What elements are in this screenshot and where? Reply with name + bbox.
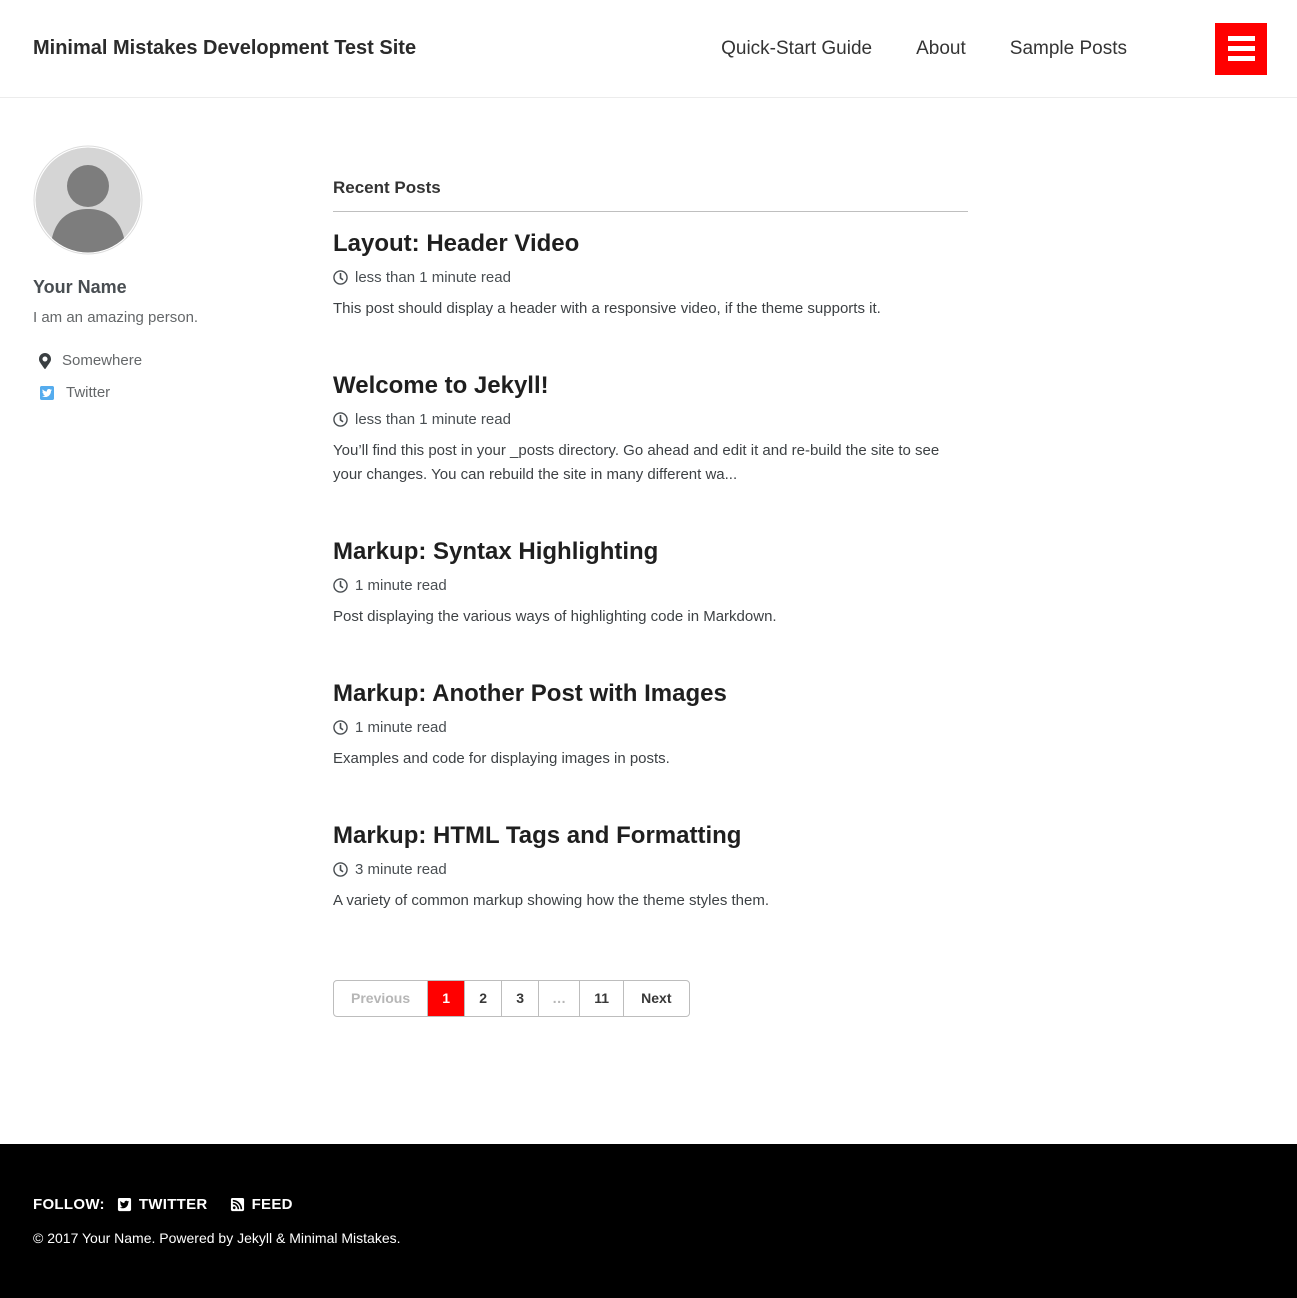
author-twitter-link[interactable] [39, 384, 110, 401]
masthead-nav [721, 23, 1267, 75]
post-item [333, 538, 968, 629]
post-item [333, 372, 968, 487]
nav-link-quick-start-guide[interactable]: Quick-Start Guide [721, 37, 873, 59]
post-read-time: 1 minute read [355, 577, 447, 594]
clock-icon [333, 412, 348, 427]
post-read-time: 1 minute read [355, 719, 447, 736]
author-bio: I am an amazing person. [33, 309, 199, 326]
author-sidebar [33, 98, 333, 1144]
twitter-icon [39, 385, 55, 401]
post-item [333, 680, 968, 771]
footer-twitter-label: TWITTER [138, 1196, 208, 1213]
recent-posts-heading: Recent Posts [333, 178, 968, 212]
copyright [33, 1230, 1264, 1246]
nav-link-about[interactable]: About [916, 37, 966, 59]
post-excerpt: A variety of common markup showing how the theme styles them. [333, 892, 770, 909]
clock-icon [333, 578, 348, 593]
pagination [333, 980, 690, 1017]
post-item [333, 230, 968, 321]
clock-icon [333, 862, 348, 877]
post-excerpt: You’ll find this post in your _posts directory. Go ahead and edit it and re-build the site to see your changes. You can rebuild the site in many different wa... [333, 442, 940, 483]
author-twitter-label: Twitter [66, 384, 111, 401]
footer-feed-label: FEED [251, 1196, 293, 1213]
post-title-link[interactable]: Welcome to Jekyll! [333, 372, 549, 399]
copyright-suffix: . [396, 1230, 401, 1246]
post-meta [333, 577, 968, 594]
author-twitter [33, 384, 333, 401]
hamburger-icon [1228, 36, 1255, 41]
post-title-link[interactable]: Layout: Header Video [333, 230, 580, 257]
masthead [0, 0, 1297, 98]
site-title[interactable]: Minimal Mistakes Development Test Site [33, 37, 417, 59]
post-excerpt: Post displaying the various ways of highlighting code in Markdown. [333, 608, 777, 625]
pagination-page-1[interactable]: 1 [427, 981, 464, 1016]
post-read-time: 3 minute read [355, 861, 447, 878]
map-pin-icon [39, 353, 51, 369]
author-name: Your Name [33, 277, 127, 297]
pagination-page-11[interactable]: 11 [579, 981, 623, 1016]
post-excerpt: Examples and code for displaying images in posts. [333, 750, 670, 767]
pagination-page-3[interactable]: 3 [501, 981, 538, 1016]
twitter-square-icon [117, 1197, 132, 1212]
footer-feed-link[interactable] [230, 1196, 293, 1213]
clock-icon [333, 720, 348, 735]
post-excerpt: This post should display a header with a responsive video, if the theme supports it. [333, 300, 881, 317]
clock-icon [333, 270, 348, 285]
main-column [333, 98, 968, 1144]
post-read-time: less than 1 minute read [355, 411, 511, 428]
post-read-time: less than 1 minute read [355, 269, 511, 286]
minimal-mistakes-link[interactable]: Minimal Mistakes [289, 1230, 397, 1246]
site-footer [0, 1144, 1297, 1298]
copyright-prefix: © 2017 Your Name. Powered by [33, 1230, 238, 1246]
post-meta [333, 861, 968, 878]
avatar-placeholder-icon [33, 145, 143, 255]
author-links [33, 352, 333, 401]
post-item [333, 822, 968, 913]
post-title-link[interactable]: Markup: Another Post with Images [333, 680, 727, 707]
footer-follow-row [33, 1196, 1264, 1213]
follow-label: FOLLOW: [33, 1196, 105, 1213]
post-title-link[interactable]: Markup: HTML Tags and Formatting [333, 822, 742, 849]
author-location [33, 352, 333, 369]
copyright-separator: & [272, 1230, 290, 1246]
pagination-previous: Previous [351, 990, 411, 1006]
author-avatar [33, 145, 143, 255]
pagination-page-2[interactable]: 2 [464, 981, 501, 1016]
pagination-next[interactable]: Next [623, 981, 688, 1016]
nav-link-sample-posts[interactable]: Sample Posts [1009, 37, 1127, 59]
jekyll-link[interactable]: Jekyll [237, 1230, 273, 1246]
author-location-label: Somewhere [62, 352, 143, 369]
footer-twitter-link[interactable] [117, 1196, 208, 1213]
post-meta [333, 411, 968, 428]
post-title-link[interactable]: Markup: Syntax Highlighting [333, 538, 659, 565]
pagination-ellipsis: … [538, 981, 579, 1016]
rss-square-icon [230, 1197, 245, 1212]
menu-toggle-button[interactable] [1215, 23, 1267, 75]
post-meta [333, 269, 968, 286]
post-meta [333, 719, 968, 736]
page-content [0, 98, 1297, 1144]
